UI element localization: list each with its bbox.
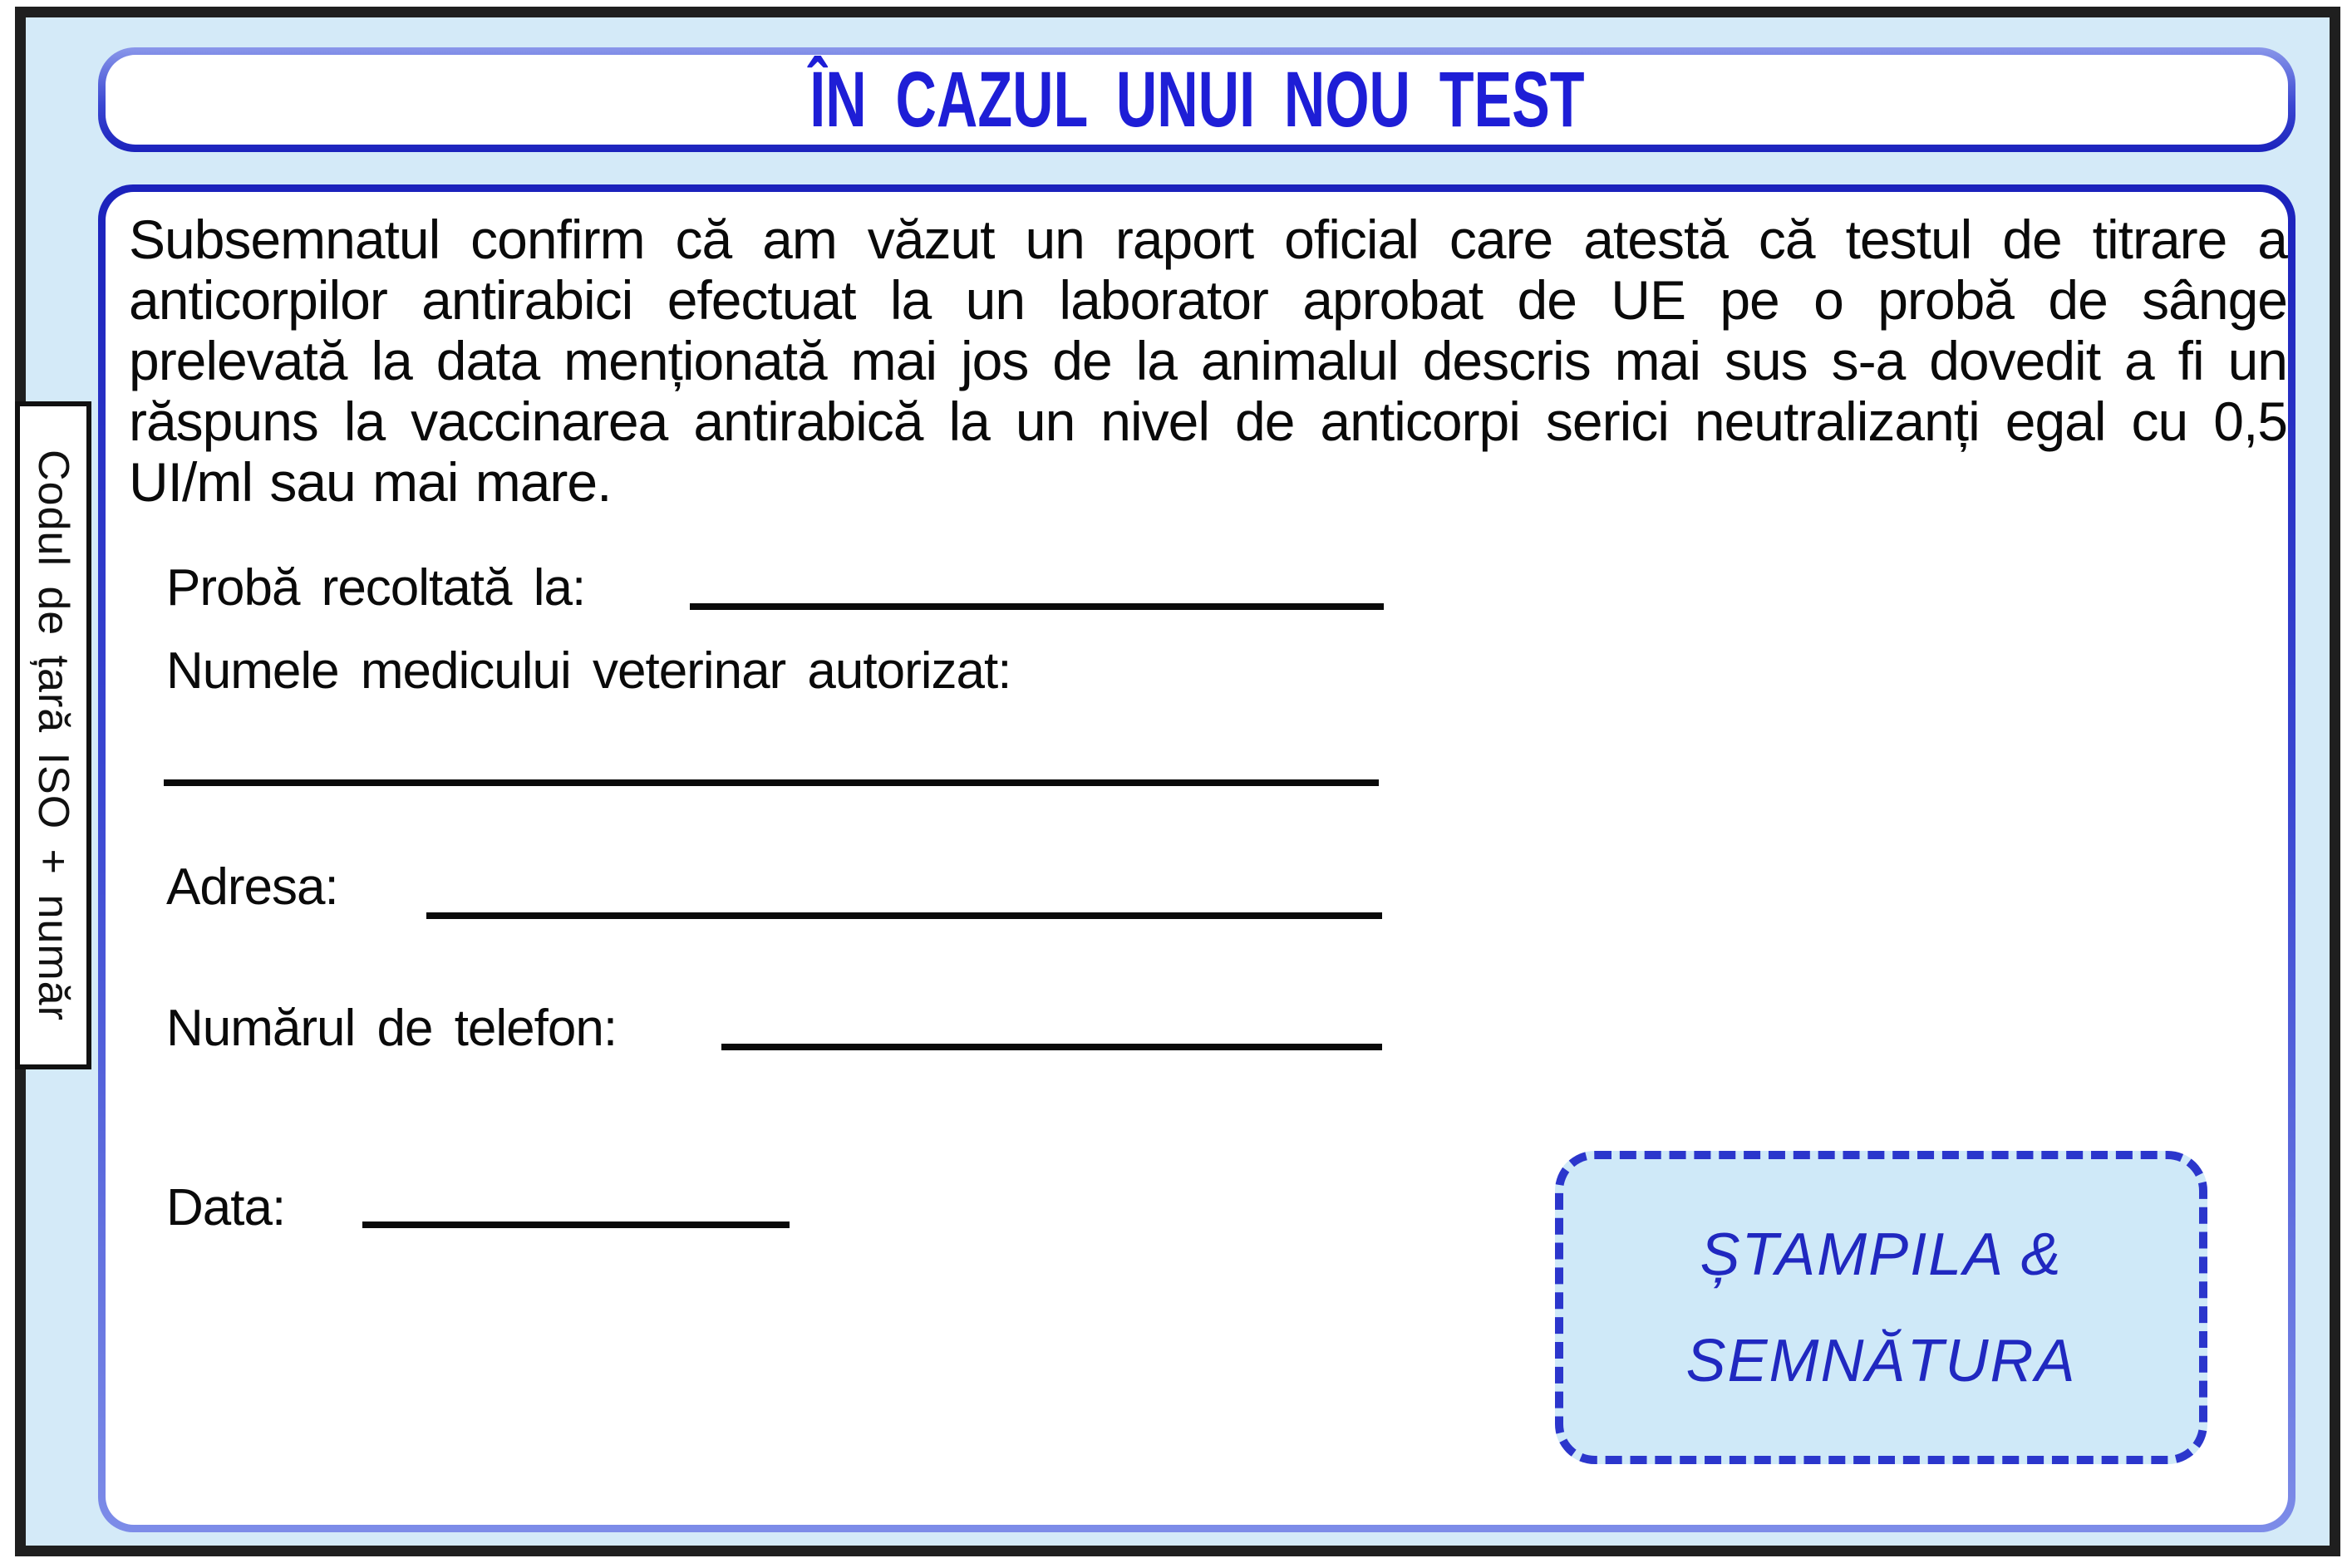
- address-blank-line: [426, 912, 1382, 919]
- sample-collected-blank-line: [690, 603, 1384, 610]
- stamp-signature-line1: ȘTAMPILA &: [1700, 1221, 2063, 1288]
- phone-label: Numărul de telefon:: [166, 1000, 618, 1057]
- phone-blank-line: [721, 1044, 1382, 1050]
- stamp-signature-line2: SEMNĂTURA: [1685, 1327, 2077, 1394]
- address-label: Adresa:: [166, 858, 338, 916]
- section-title-box-inner: [106, 55, 2288, 145]
- declaration-statement: Subsemnatul confirm că am văzut un raport oficial care atestă că testul de titrare a anticorpilor antirabici efectuat la un laborator aprobat de UE pe o probă de sânge prelevată la data menționată mai jos de la animalul descris mai sus s-a dovedit a fi un răspuns la vaccinarea antirabică la un nivel de anticorpi serici neutralizanți egal cu 0,5 UI/ml sau mai mare.: [129, 209, 2287, 513]
- date-label: Data:: [166, 1179, 286, 1236]
- date-blank-line: [362, 1221, 790, 1228]
- vet-name-blank-line: [164, 779, 1379, 786]
- side-tab-label: Codul de țară ISO + număr: [29, 450, 77, 1021]
- section-title-box: [98, 47, 2295, 152]
- section-title: ÎN CAZUL UNUI NOU TEST: [809, 55, 1585, 144]
- sample-collected-label: Probă recoltată la:: [166, 559, 586, 617]
- side-tab: [15, 401, 91, 1069]
- vet-name-label: Numele medicului veterinar autorizat:: [166, 642, 1011, 700]
- stamp-signature-box: [1555, 1151, 2207, 1464]
